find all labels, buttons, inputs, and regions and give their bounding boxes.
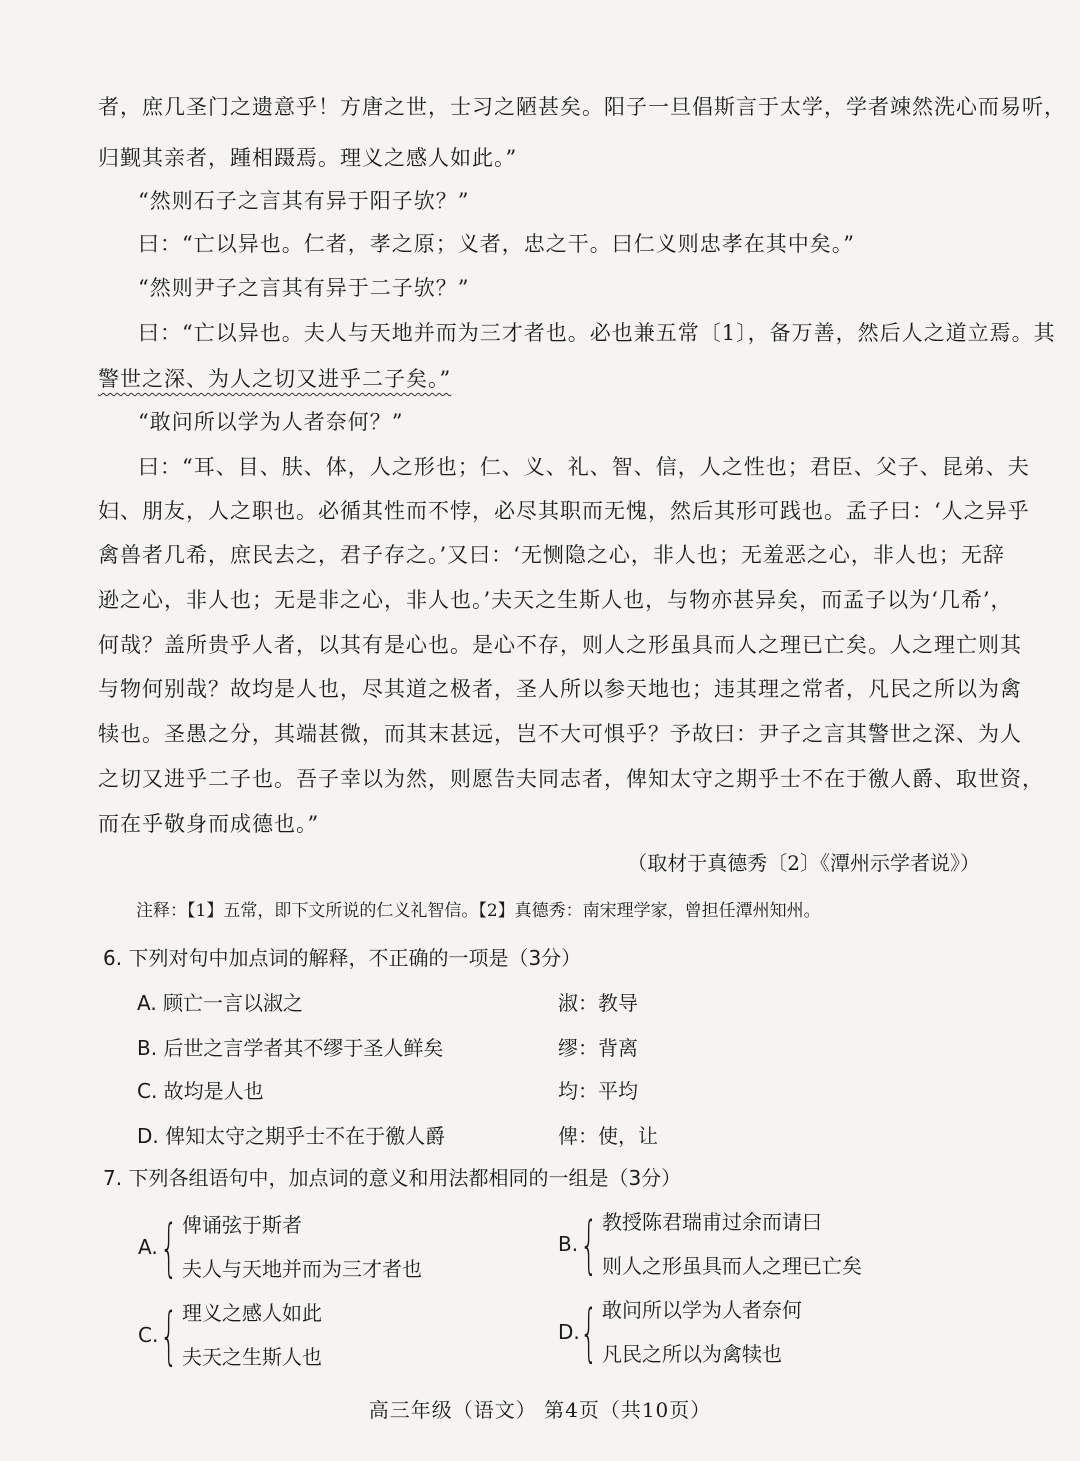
passage-line: 何哉？盖所贵乎人者，以其有是心也。是心不存，则人之形虽具而人之理已亡矣。人之理亡则其	[98, 633, 1022, 657]
curly-brace: {	[160, 1211, 178, 1284]
curly-brace: {	[580, 1296, 598, 1369]
q6-option-c: C. 故均是人也	[137, 1079, 264, 1103]
passage-line-wavy	[98, 364, 984, 394]
annotation-note: 注释：【1】五常，即下文所说的仁义礼智信。【2】真德秀：南宋理学家，曾担任潭州知州。	[136, 901, 821, 921]
passage-line: “然则尹子之言其有异于二子欤？”	[138, 276, 470, 300]
passage-line: 与物何别哉？故均是人也，尽其道之极者，圣人所以参天地也；违其理之常者，凡民之所以为禽	[98, 677, 1022, 701]
option-letter: C.	[138, 1323, 159, 1347]
q6-option-b: B. 后世之言学者其不缪于圣人鲜矣	[137, 1036, 444, 1060]
passage-line: 曰：“耳、目、肤、体，人之形也；仁、义、礼、智、信，人之性也；君臣、父子、昆弟、夫	[138, 455, 1030, 479]
passage-line: 禽兽者几希，庶民去之，君子存之。’又曰：‘无恻隐之心，非人也；无羞恶之心，非人也；无辞	[98, 543, 1005, 567]
curly-brace: {	[160, 1299, 178, 1372]
option-letter: B.	[558, 1232, 579, 1256]
option-sentence-2: 则人之形虽具而人之理已亡矣	[602, 1254, 862, 1278]
passage-line: “敢问所以学为人者奈何？”	[138, 410, 404, 434]
option-sentence-2: 夫天之生斯人也	[182, 1345, 322, 1369]
option-letter: D.	[558, 1320, 580, 1344]
option-sentence-2: 夫人与天地并而为三才者也	[182, 1257, 422, 1281]
passage-line: 犊也。圣愚之分，其端甚微，而其末甚远，岂不大可惧乎？予故曰：尹子之言其警世之深、为人	[98, 722, 1022, 746]
passage-line: 逊之心，非人也；无是非之心，非人也。’夫天之生斯人也，与物亦甚异矣，而孟子以为‘几希’，	[98, 588, 1013, 612]
curly-brace: {	[580, 1208, 598, 1281]
passage-line: “然则石子之言其有异于阳子欤？”	[138, 189, 470, 213]
q6-gloss-d: 俾：使，让	[558, 1124, 658, 1148]
option-sentence-1: 敢问所以学为人者奈何	[602, 1298, 802, 1322]
wavy-underlined-sentence: 警世之深、为人之切又进乎二子矣。”	[98, 367, 452, 391]
question-6-stem: 6. 下列对句中加点词的解释，不正确的一项是（3分）	[103, 946, 582, 970]
option-letter: A.	[138, 1235, 158, 1259]
option-sentence-2: 凡民之所以为禽犊也	[602, 1342, 782, 1366]
passage-line-wavy: 之切又进乎二子也。吾子幸以为然，则愿告夫同志者，俾知太守之期乎士不在于徼人爵、取世资，	[98, 767, 1044, 791]
question-7-stem: 7. 下列各组语句中，加点词的意义和用法都相同的一组是（3分）	[103, 1166, 682, 1190]
option-sentence-1: 教授陈君瑞甫过余而请曰	[602, 1210, 822, 1234]
option-sentence-1: 俾诵弦于斯者	[182, 1213, 302, 1237]
passage-line: 妇、朋友，人之职也。必循其性而不悖，必尽其职而无愧，然后其形可践也。孟子曰：‘人之异乎	[98, 499, 1030, 523]
passage-source: （取材于真德秀〔2〕《潭州示学者说》）	[627, 851, 980, 875]
passage-line: 者，庶几圣门之遗意乎！方唐之世，士习之陋甚矣。阳子一旦倡斯言于太学，学者竦然洗心而易听，	[98, 95, 1066, 119]
option-sentence-1: 理义之感人如此	[182, 1301, 322, 1325]
q6-option-d: D. 俾知太守之期乎士不在于徼人爵	[137, 1124, 446, 1148]
q6-gloss-b: 缪：背离	[558, 1036, 638, 1060]
passage-line: 曰：“亡以异也。仁者，孝之原；义者，忠之干。曰仁义则忠孝在其中矣。”	[138, 232, 855, 256]
q6-gloss-c: 均：平均	[558, 1079, 638, 1103]
passage-line: 而在乎敬身而成德也。”	[98, 812, 320, 836]
passage-line: 归觐其亲者，踵相蹑焉。理义之感人如此。”	[98, 146, 518, 170]
page-footer: 高三年级（语文） 第4页（共10页）	[368, 1398, 712, 1422]
q6-option-a: A. 顾亡一言以淑之	[137, 991, 304, 1015]
passage-line: 曰：“亡以异也。夫人与天地并而为三才者也。必也兼五常〔1〕，备万善，然后人之道立焉。其	[138, 321, 1056, 345]
q6-gloss-a: 淑：教导	[558, 991, 638, 1015]
